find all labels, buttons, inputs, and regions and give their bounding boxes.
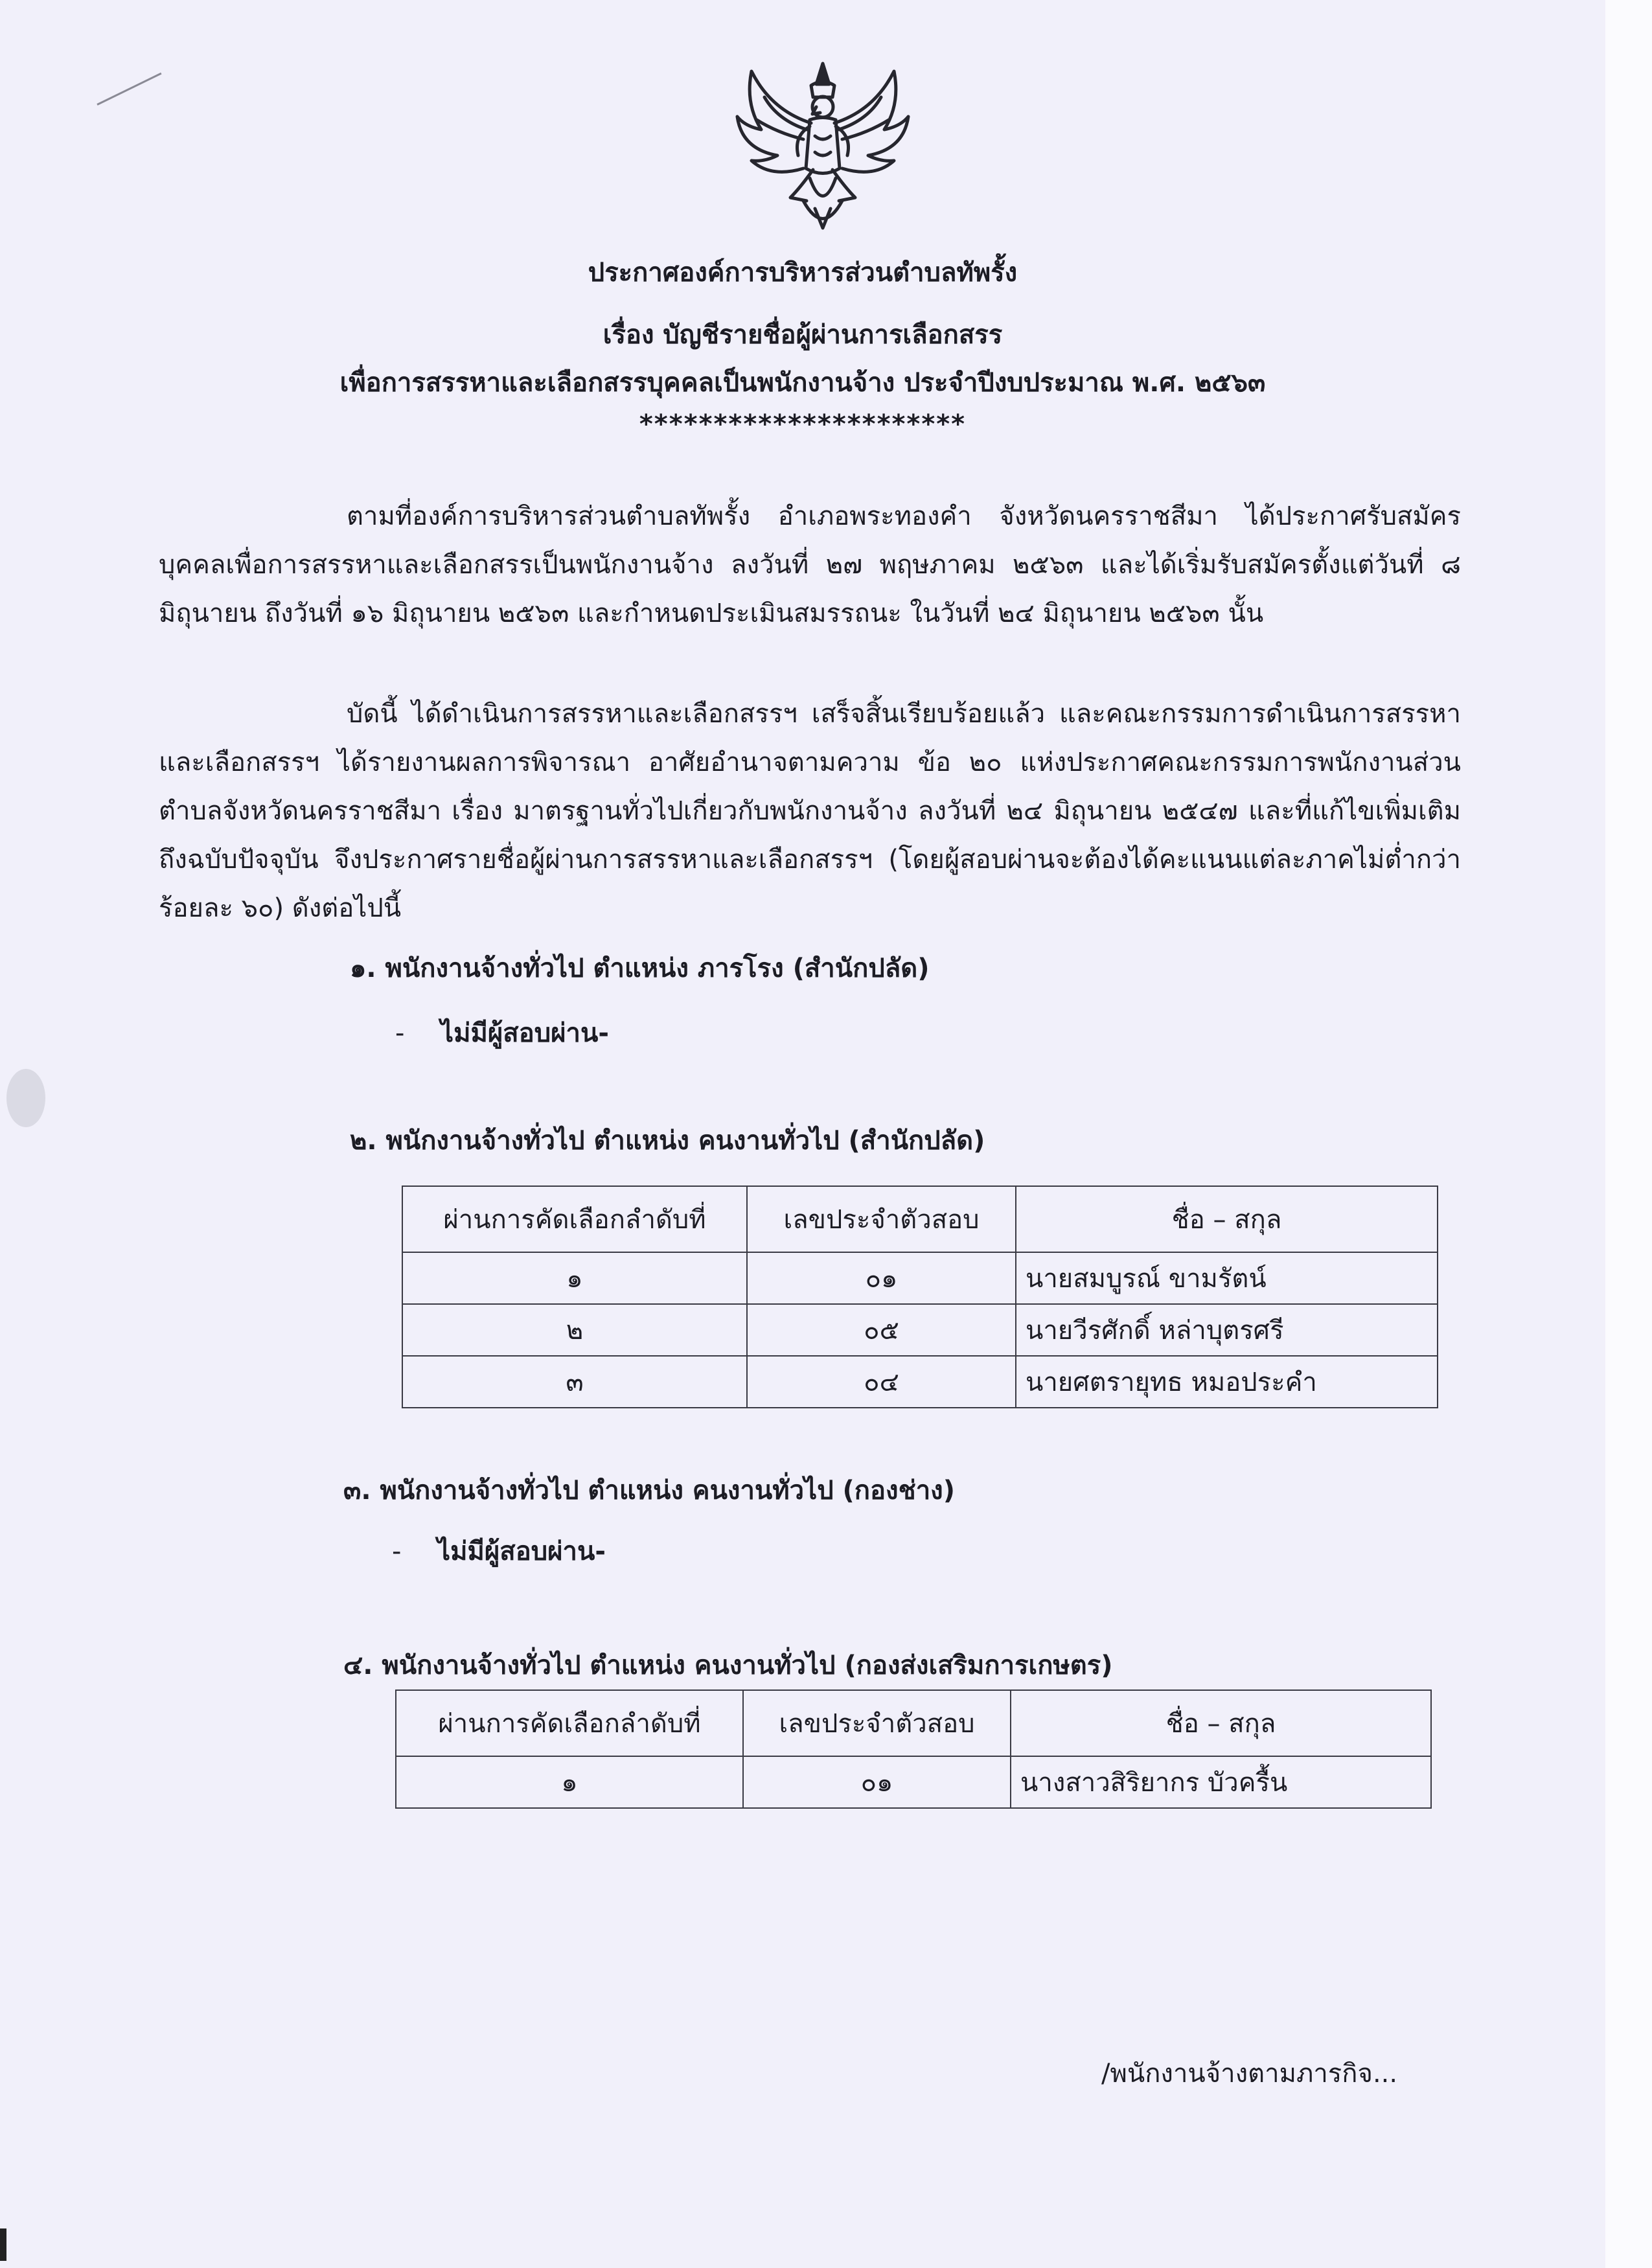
section-1-dash: - bbox=[395, 1018, 405, 1048]
cell-exam-id: ๐๕ bbox=[747, 1304, 1016, 1356]
cell-rank: ๑ bbox=[402, 1252, 747, 1304]
header-rank: ผ่านการคัดเลือกลำดับที่ bbox=[402, 1186, 747, 1252]
table-header-row bbox=[396, 1690, 1431, 1756]
cell-exam-id: ๐๔ bbox=[747, 1356, 1016, 1408]
header-exam-id: เลขประจำตัวสอบ bbox=[747, 1186, 1016, 1252]
title-divider: ********************** bbox=[639, 409, 967, 439]
cell-full-name: นายสมบูรณ์ ขามรัตน์ bbox=[1016, 1252, 1438, 1304]
table-row bbox=[396, 1756, 1431, 1808]
section-3-no-pass bbox=[392, 1530, 606, 1572]
cell-rank: ๓ bbox=[402, 1356, 747, 1408]
paragraph-1 bbox=[159, 492, 1461, 638]
table-row bbox=[402, 1252, 1438, 1304]
scan-edge bbox=[1605, 0, 1652, 2268]
cell-rank: ๒ bbox=[402, 1304, 747, 1356]
section-3-no-pass-text: ไม่มีผู้สอบผ่าน- bbox=[437, 1537, 606, 1566]
paragraph-2-text: บัดนี้ ได้ดำเนินการสรรหาและเลือกสรรฯ เสร็จสิ้นเรียบร้อยแล้ว และคณะกรรมการดำเนินการสรรหาและเลือกสรรฯ ได้รายงานผลการพิจารณา อาศัยอำนาจตามความ ข้อ ๒๐ แห่งประกาศคณะกรรมการพนักงานส่วนตำบลจังหวัดนครราชสีมา เรื่อง มาตรฐานทั่วไปเกี่ยวกับพนักงานจ้าง ลงวันที่ ๒๔ มิถุนายน ๒๕๔๗ และที่แก้ไขเพิ่มเติมถึงฉบับปัจจุบัน จึงประกาศรายชื่อผู้ผ่านการสรรหาและเลือกสรรฯ (โดยผู้สอบผ่านจะต้องได้คะแนนแต่ละภาคไม่ต่ำกว่าร้อยละ ๖๐) ดังต่อไปนี้ bbox=[159, 699, 1461, 923]
binder-mark bbox=[0, 2228, 6, 2261]
section-4-heading: ๔. พนักงานจ้างทั่วไป ตำแหน่ง คนงานทั่วไป (กองส่งเสริมการเกษตร) bbox=[343, 1651, 1113, 1680]
cell-full-name: นางสาวสิริยากร บัวครื้น bbox=[1011, 1756, 1431, 1808]
announcement-subject: เรื่อง บัญชีรายชื่อผู้ผ่านการเลือกสรร bbox=[602, 320, 1003, 350]
continuation-note: /พนักงานจ้างตามภารกิจ... bbox=[1101, 2059, 1398, 2089]
cell-full-name: นายวีรศักดิ์ หล่าบุตรศรี bbox=[1016, 1304, 1438, 1356]
section-1-heading: ๑. พนักงานจ้างทั่วไป ตำแหน่ง ภารโรง (สำนักปลัด) bbox=[350, 954, 930, 983]
table-header-row bbox=[402, 1186, 1438, 1252]
cell-full-name: นายศตรายุทธ หมอประคำ bbox=[1016, 1356, 1438, 1408]
cell-exam-id: ๐๑ bbox=[747, 1252, 1016, 1304]
cell-exam-id: ๐๑ bbox=[743, 1756, 1011, 1808]
section-1-no-pass bbox=[395, 1012, 609, 1053]
header-rank: ผ่านการคัดเลือกลำดับที่ bbox=[396, 1690, 743, 1756]
paragraph-1-text: ตามที่องค์การบริหารส่วนตำบลทัพรั้ง อำเภอพระทองคำ จังหวัดนครราชสีมา ได้ประกาศรับสมัครบุคคลเพื่อการสรรหาและเลือกสรรเป็นพนักงานจ้าง ลงวันที่ ๒๗ พฤษภาคม ๒๕๖๓ และได้เริ่มรับสมัครตั้งแต่วันที่ ๘ มิถุนายน ถึงวันที่ ๑๖ มิถุนายน ๒๕๖๓ และกำหนดประเมินสมรรถนะ ในวันที่ ๒๔ มิถุนายน ๒๕๖๓ นั้น bbox=[159, 501, 1461, 628]
garuda-emblem-icon bbox=[726, 58, 920, 240]
section-1-no-pass-text: ไม่มีผู้สอบผ่าน- bbox=[441, 1018, 609, 1048]
paragraph-2 bbox=[159, 690, 1461, 933]
scan-smudge bbox=[6, 1069, 45, 1127]
section-2-heading: ๒. พนักงานจ้างทั่วไป ตำแหน่ง คนงานทั่วไป (สำนักปลัด) bbox=[350, 1126, 985, 1156]
cell-rank: ๑ bbox=[396, 1756, 743, 1808]
header-exam-id: เลขประจำตัวสอบ bbox=[743, 1690, 1011, 1756]
table-row bbox=[402, 1304, 1438, 1356]
section-4-table bbox=[395, 1690, 1432, 1809]
announcement-title: ประกาศองค์การบริหารส่วนตำบลทัพรั้ง bbox=[588, 258, 1018, 288]
header-full-name: ชื่อ – สกุล bbox=[1011, 1690, 1431, 1756]
section-3-dash: - bbox=[392, 1537, 402, 1566]
section-3-heading: ๓. พนักงานจ้างทั่วไป ตำแหน่ง คนงานทั่วไป (กองช่าง) bbox=[343, 1476, 955, 1506]
section-2-table bbox=[402, 1186, 1438, 1408]
table-row bbox=[402, 1356, 1438, 1408]
announcement-purpose: เพื่อการสรรหาและเลือกสรรบุคคลเป็นพนักงานจ้าง ประจำปีงบประมาณ พ.ศ. ๒๕๖๓ bbox=[339, 368, 1266, 398]
header-full-name: ชื่อ – สกุล bbox=[1016, 1186, 1438, 1252]
